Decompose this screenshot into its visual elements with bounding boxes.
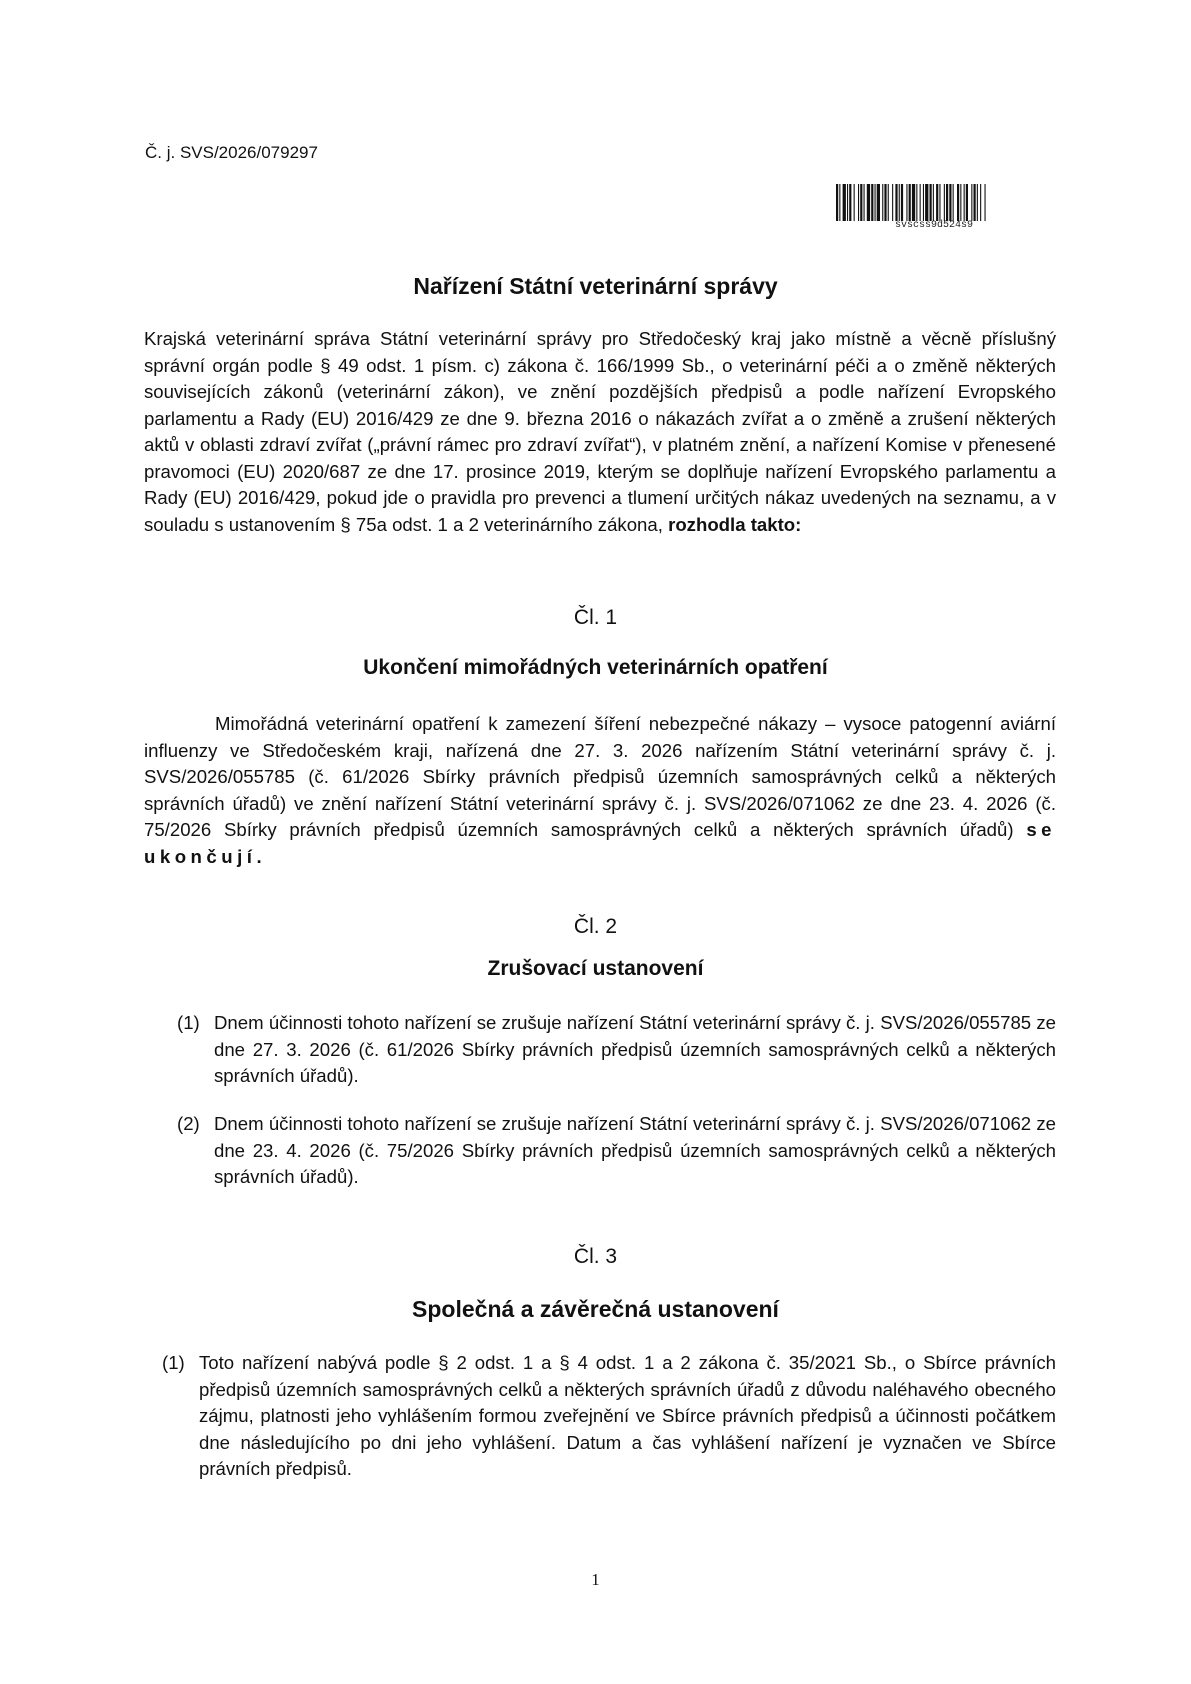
article-1-emphasis: se ukončují. [144, 819, 1056, 867]
article-3-title: Společná a závěrečná ustanovení [412, 1296, 779, 1322]
article-1-title: Ukončení mimořádných veterinárních opatření [363, 656, 828, 679]
article-1-text [144, 711, 1056, 870]
article-3-number: Čl. 3 [573, 1245, 618, 1268]
page-number: 1 [591, 1570, 600, 1589]
article-3-para-1-text: Toto nařízení nabývá podle § 2 odst. 1 a § 4 odst. 1 a 2 zákona č. 35/2021 Sb., o Sbírce právních předpisů územních samosprávných celků a některých správních úřadů z důvodu naléhavého obecného zájmu, platnosti jeho vyhlášením formou zveřejnění ve Sbírce právních předpisů a účinnosti počátkem dne následujícího po dni jeho vyhlášení. Datum a čas vyhlášení nařízení je vyznačen ve Sbírce právních předpisů. [199, 1352, 1056, 1479]
barcode-caption: svscss9d524s9 [895, 220, 974, 231]
article-1-number: Čl. 1 [573, 606, 618, 629]
article-2-number: Čl. 2 [573, 915, 618, 938]
article-3-para-1-number: (1) [162, 1352, 185, 1373]
article-2-para-1-number: (1) [177, 1012, 200, 1033]
article-2-title: Zrušovací ustanovení [487, 957, 704, 980]
intro-text: Krajská veterinární správa Státní veterinární správy pro Středočeský kraj jako místně a věcně příslušný správní orgán podle § 49 odst. 1 písm. c) zákona č. 166/1999 Sb., o veterinární péči a o změně některých souvisejících zákonů (veterinární zákon), ve znění pozdějších předpisů a podle nařízení Evropského parlamentu a Rady (EU) 2016/429 ze dne 9. března 2016 o nákazách zvířat a o změně a zrušení některých aktů v oblasti zdraví zvířat („právní rámec pro zdraví zvířat“), v platném znění, a nařízení Komise v přenesené pravomoci (EU) 2020/687 ze dne 17. prosince 2019, kterým se doplňuje nařízení Evropského parlamentu a Rady (EU) 2016/429, pokud jde o pravidla pro prevenci a tlumení určitých nákaz uvedených na seznamu, a v souladu s ustanovením § 75a odst. 1 a 2 veterinárního zákona, [144, 328, 1056, 535]
barcode [836, 184, 1052, 221]
article-2-para-2-text: Dnem účinnosti tohoto nařízení se zrušuje nařízení Státní veterinární správy č. j. SVS/2026/071062 ze dne 23. 4. 2026 (č. 75/2026 Sbírky právních předpisů územních samosprávných celků a některých správních úřadů). [214, 1113, 1056, 1187]
reference-number: Č. j. SVS/2026/079297 [145, 143, 318, 162]
intro-paragraph [144, 326, 1056, 538]
document-title: Nařízení Státní veterinární správy [413, 273, 778, 299]
article-2-para-2-number: (2) [177, 1113, 200, 1134]
article-1-body: Mimořádná veterinární opatření k zamezení šíření nebezpečné nákazy – vysoce patogenní aviární influenzy ve Středočeském kraji, nařízená dne 27. 3. 2026 nařízením Státní veterinární správy č. j. SVS/2026/055785 (č. 61/2026 Sbírky právních předpisů územních samosprávných celků a některých správních úřadů) ve znění nařízení Státní veterinární správy č. j. SVS/2026/071062 ze dne 23. 4. 2026 (č. 75/2026 Sbírky právních předpisů územních samosprávných celků a některých správních úřadů) [144, 713, 1056, 840]
intro-decision: rozhodla takto: [668, 513, 802, 535]
article-2-para-1-text: Dnem účinnosti tohoto nařízení se zrušuje nařízení Státní veterinární správy č. j. SVS/2026/055785 ze dne 27. 3. 2026 (č. 61/2026 Sbírky právních předpisů územních samosprávných celků a některých správních úřadů). [214, 1012, 1056, 1086]
